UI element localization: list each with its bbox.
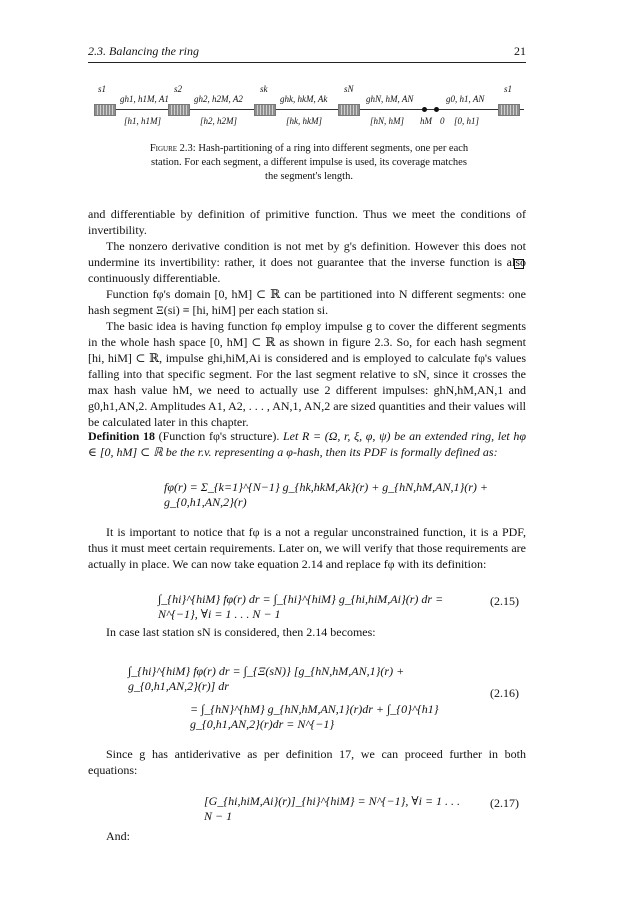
station-label-n: sN [344, 84, 354, 94]
station-label-1b: s1 [504, 84, 513, 94]
definition-block [88, 428, 526, 460]
segment-impulse-2: gh2, h2M, A2 [194, 94, 243, 104]
equation-number-2-15: (2.15) [490, 594, 519, 608]
definition-label: Definition 18 [88, 429, 155, 443]
paragraph: and differentiable by definition of primitive function. Thus we meet the conditions of invertibility. [88, 207, 526, 237]
station-icon [94, 104, 116, 116]
station-label-2: s2 [174, 84, 183, 94]
max-hash-label: hM [420, 116, 432, 126]
qed-symbol [514, 259, 524, 269]
header-rule [88, 62, 526, 63]
segment-impulse-1: gh1, h1M, A1 [120, 94, 169, 104]
paragraph: The basic idea is having function fφ employ impulse g to cover the different segments in the whole hash space [0, hM] ⊂ ℝ as shown in figure 2.3. So, for each hash segment [hi, hiM] ⊂ ℝ, impulse ghi,hiM,Ai is considered and is employed to calculate fφ's values falling into that specific segment. For the last segment relative to sN, since it crosses the max hash value hM, we need to actually use 2 different impulses: ghN,hM,AN,1 and g0,h1,AN,2. Amplitudes A1, A2, . . . , AN,1, AN,2 are sized quantities and their values will be calculated later in this chapter. [88, 319, 526, 429]
ring-line [94, 109, 524, 110]
zero-hash-dot [434, 107, 439, 112]
max-hash-dot [422, 107, 427, 112]
caption-text: Hash-partitioning of a ring into different segments, one per each station. For each segment, a different impulse is used, its coverage matches the segment's length. [151, 143, 469, 182]
station-icon [498, 104, 520, 116]
station-icon [168, 104, 190, 116]
equation-definition: fφ(r) = Σ_{k=1}^{N−1} g_{hk,hkM,Ak}(r) + g_{hN,hM,AN,1}(r) + g_{0,h1,AN,2}(r) [164, 480, 488, 509]
equation-2-17: [G_{hi,hiM,Ai}(r)]_{hi}^{hiM} = N^{−1}, ∀i = 1 . . . N − 1 [204, 794, 461, 823]
station-icon [338, 104, 360, 116]
paragraph: In case last station sN is considered, then 2.14 becomes: [106, 625, 376, 639]
zero-hash-label: 0 [440, 116, 445, 126]
paragraph: And: [106, 829, 130, 843]
segment-impulse-k: ghk, hkM, Ak [280, 94, 328, 104]
station-icon [254, 104, 276, 116]
segment-range-2: [h2, h2M] [200, 116, 238, 126]
paragraph: The nonzero derivative condition is not met by g's definition. However this does not undermine its invertibility: rather, it does not guarantee that the inverse function is also continuously differentiable. [88, 239, 526, 285]
equation-2-15: ∫_{hi}^{hiM} fφ(r) dr = ∫_{hi}^{hiM} g_{hi,hiM,Ai}(r) dr = N^{−1}, ∀i = 1 . . . N − 1 [158, 592, 444, 621]
equation-2-16-line2: = ∫_{hN}^{hM} g_{hN,hM,AN,1}(r)dr + ∫_{0}^{h1} g_{0,h1,AN,2}(r)dr = N^{−1} [190, 702, 439, 731]
paragraph: Since g has antiderivative as per definition 17, we can proceed further in both equations: [88, 747, 526, 777]
segment-range-n: [hN, hM] [370, 116, 405, 126]
ring-figure [88, 82, 528, 132]
equation-number-2-16: (2.16) [490, 686, 519, 700]
paragraph: It is important to notice that fφ is a not a regular unconstrained function, it is a PDF, thus it must meet certain requirements. Later on, we will verify that those requirements are actually in place. We can now take equation 2.14 and replace fφ with its definition: [88, 525, 526, 571]
paragraph: Function fφ's domain [0, hM] ⊂ ℝ can be partitioned into N different segments: one hash segment Ξ(si) ≡ [hi, hiM] per each station si. [88, 287, 526, 317]
figure-caption [144, 142, 474, 184]
segment-range-k: [hk, hkM] [286, 116, 322, 126]
segment-range-1: [h1, h1M] [124, 116, 162, 126]
section-title: 2.3. Balancing the ring [88, 44, 199, 58]
page-number: 21 [514, 44, 526, 58]
station-label-k: sk [260, 84, 268, 94]
running-header [88, 44, 526, 60]
definition-text: Let R = (Ω, r, ξ, φ, ψ) be an extended ring, let hφ ∈ [0, hM] ⊂ ℝ be the r.v. representing a φ-hash, then its PDF is formally defined as: [88, 429, 527, 459]
definition-title: (Function fφ's structure). [158, 429, 280, 443]
caption-label: Figure 2.3: [149, 143, 196, 154]
segment-range-last: [0, h1] [454, 116, 480, 126]
segment-impulse-last: g0, h1, AN [446, 94, 485, 104]
station-label-1: s1 [98, 84, 107, 94]
equation-number-2-17: (2.17) [490, 796, 519, 810]
segment-impulse-n: ghN, hM, AN [366, 94, 414, 104]
equation-2-16-line1: ∫_{hi}^{hiM} fφ(r) dr = ∫_{Ξ(sN)} [g_{hN,hM,AN,1}(r) + g_{0,h1,AN,2}(r)] dr [128, 664, 405, 693]
